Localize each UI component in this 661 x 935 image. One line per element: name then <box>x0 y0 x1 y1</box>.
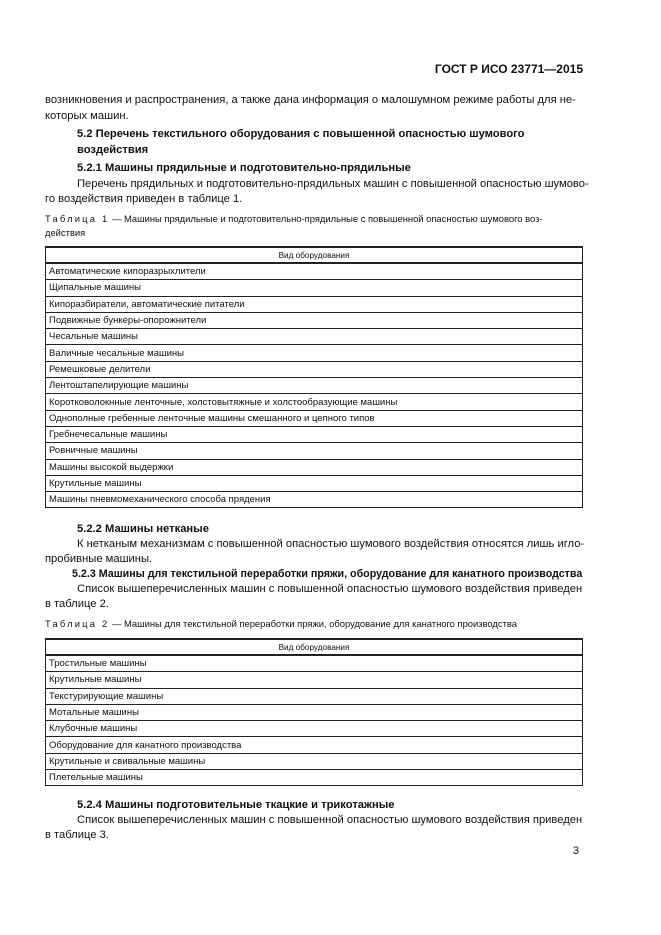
section-5-2-3-text-line-2: в таблице 2. <box>45 598 109 610</box>
section-5-2-4-text-line-1: Список вышеперечисленных машин с повышенной опасностью шумового воздействия приведен <box>77 814 583 826</box>
table-cell: Машины высокой выдержки <box>46 459 583 475</box>
table-row <box>46 280 583 296</box>
table-cell: Клубочные машины <box>46 721 583 737</box>
table-row <box>46 704 583 720</box>
table-cell: Однополные гребенные ленточные машины смешанного и цепного типов <box>46 410 583 426</box>
section-5-2-1-title: 5.2.1 Машины прядильные и подготовительно-прядильные <box>77 162 411 174</box>
table-row <box>46 296 583 312</box>
section-5-2-1-text-line-2: го воздействия приведен в таблице 1. <box>45 193 243 205</box>
table-1-caption-line-2: действия <box>45 227 86 238</box>
table-row <box>46 688 583 704</box>
table-cell: Плетельные машины <box>46 770 583 786</box>
table-row <box>46 263 583 280</box>
table-cell: Тростильные машины <box>46 655 583 672</box>
table-cell: Крутильные машины <box>46 475 583 491</box>
table-row <box>46 378 583 394</box>
section-5-2-title-line-2: воздействия <box>77 144 149 156</box>
section-5-2-4-text-line-2: в таблице 3. <box>45 829 109 841</box>
table-cell: Кипоразбиратели, автоматические питатели <box>46 296 583 312</box>
table-row <box>46 361 583 377</box>
table-cell: Текстурирующие машины <box>46 688 583 704</box>
section-5-2-2-text-line-2: пробивные машины. <box>45 553 153 565</box>
table-2-caption <box>45 617 517 630</box>
section-5-2-2-text-line-1: К нетканым механизмам с повышенной опасностью шумового воздействия относятся лишь игло- <box>77 538 585 550</box>
section-5-2-3-title: 5.2.3 Машины для текстильной переработки пряжи, оборудование для канатного производства <box>72 568 583 580</box>
table-row <box>46 394 583 410</box>
section-5-2-4-title: 5.2.4 Машины подготовительные ткацкие и трикотажные <box>77 799 395 811</box>
table-row <box>46 770 583 786</box>
table-cell: Автоматические кипоразрыхлители <box>46 263 583 280</box>
table-cell: Мотальные машины <box>46 704 583 720</box>
intro-line-1: возникновения и распространения, а также дана информация о малошумном режиме работы для не- <box>45 94 576 106</box>
table-cell: Крутильные и свивальные машины <box>46 753 583 769</box>
table-cell: Чесальные машины <box>46 329 583 345</box>
table-cell: Ремешковые делители <box>46 361 583 377</box>
table-row <box>46 312 583 328</box>
table-row <box>46 475 583 491</box>
table-2-label: Таблица 2 <box>45 618 110 629</box>
table-row <box>46 753 583 769</box>
table-cell: Щипальные машины <box>46 280 583 296</box>
table-row <box>46 329 583 345</box>
table-1-caption <box>45 212 543 225</box>
table-row <box>46 672 583 688</box>
table-row <box>46 655 583 672</box>
table-2 <box>45 638 583 786</box>
table-cell: Гребнечесальные машины <box>46 426 583 442</box>
page-number: 3 <box>572 845 579 857</box>
table-1 <box>45 246 583 508</box>
table-2-header: Вид оборудования <box>46 639 583 655</box>
section-5-2-3-text-line-1: Список вышеперечисленных машин с повышенной опасностью шумового воздействия приведен <box>77 583 583 595</box>
table-row <box>46 443 583 459</box>
table-cell: Оборудование для канатного производства <box>46 737 583 753</box>
table-cell: Подвижные бункеры-опорожнители <box>46 312 583 328</box>
table-cell: Коротковолокнные ленточные, холстовытяжные и холстообразующие машины <box>46 394 583 410</box>
table-1-header: Вид оборудования <box>46 247 583 263</box>
table-1-label: Таблица 1 <box>45 213 110 224</box>
table-cell: Машины пневмомеханического способа прядения <box>46 492 583 508</box>
section-5-2-1-text-line-1: Перечень прядильных и подготовительно-прядильных машин с повышенной опасностью шумово- <box>77 178 589 190</box>
table-cell: Лентоштапелирующие машины <box>46 378 583 394</box>
table-row <box>46 345 583 361</box>
table-row <box>46 492 583 508</box>
intro-line-2: которых машин. <box>45 110 129 122</box>
table-row <box>46 426 583 442</box>
table-1-caption-text: — Машины прядильные и подготовительно-прядильные с повышенной опасностью шумового воз- <box>109 213 543 224</box>
table-2-caption-text: — Машины для текстильной переработки пряжи, оборудование для канатного производства <box>109 618 517 629</box>
section-5-2-title-line-1: 5.2 Перечень текстильного оборудования с повышенной опасностью шумового <box>77 128 525 140</box>
table-row <box>46 410 583 426</box>
table-row <box>46 459 583 475</box>
table-row <box>46 737 583 753</box>
table-row <box>46 721 583 737</box>
section-5-2-2-title: 5.2.2 Машины нетканые <box>77 523 209 535</box>
table-cell: Крутильные машины <box>46 672 583 688</box>
table-cell: Валичные чесальные машины <box>46 345 583 361</box>
table-cell: Ровничные машины <box>46 443 583 459</box>
document-id: ГОСТ Р ИСО 23771—2015 <box>434 62 583 76</box>
